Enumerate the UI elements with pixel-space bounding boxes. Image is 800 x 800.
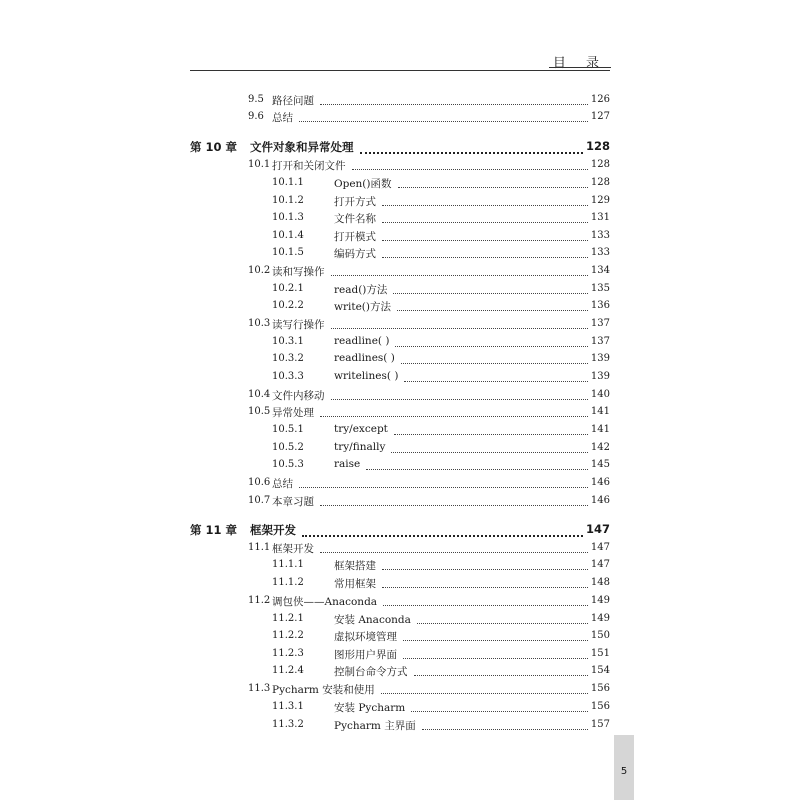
- toc-entry-number: 11.3.2: [272, 719, 304, 730]
- toc-subsection-entry[interactable]: [0, 662, 800, 680]
- toc-entry-title: 调包侠——Anaconda: [272, 596, 378, 608]
- toc-subsection-entry[interactable]: [0, 297, 800, 315]
- toc-entry-number: 10.5: [248, 406, 271, 417]
- toc-entry-number: 11.1.1: [272, 559, 304, 570]
- toc-entry-number: 10.1.3: [272, 212, 304, 223]
- toc-entry-number: 9.6: [248, 111, 264, 122]
- toc-subsection-entry[interactable]: [0, 645, 800, 663]
- toc-entry-number: 第 11 章: [190, 523, 238, 537]
- toc-entry-page: 128: [590, 159, 610, 170]
- toc-entry-title: Pycharm 主界面: [334, 720, 416, 732]
- toc-dot-leader: [331, 265, 588, 276]
- toc-entry-title: writelines( ): [334, 370, 399, 382]
- toc-entry-number: 10.1.4: [272, 230, 304, 241]
- toc-entry-page: 128: [585, 139, 610, 153]
- toc-dot-leader: [383, 595, 588, 606]
- toc-dot-leader: [320, 495, 588, 506]
- toc-section-entry[interactable]: [0, 492, 800, 510]
- toc-dot-leader: [366, 459, 588, 470]
- toc-entry-title: 编码方式: [334, 248, 376, 260]
- toc-dot-leader: [382, 247, 588, 258]
- toc-dot-leader: [404, 371, 588, 382]
- toc-entry-page: 133: [590, 247, 610, 258]
- toc-entry-title: 文件对象和异常处理: [250, 140, 354, 154]
- toc-section-entry[interactable]: [0, 262, 800, 280]
- toc-subsection-entry[interactable]: [0, 439, 800, 457]
- toc-entry-title: 打开模式: [334, 231, 376, 243]
- toc-entry-page: 156: [590, 683, 610, 694]
- toc-entry-title: 常用框架: [334, 578, 376, 590]
- toc-dot-leader: [382, 230, 588, 241]
- toc-entry-title: 打开和关闭文件: [272, 160, 346, 172]
- toc-entry-page: 149: [590, 595, 610, 606]
- toc-entry-page: 147: [590, 559, 610, 570]
- toc-entry-number: 11.2.2: [272, 630, 304, 641]
- toc-entry-page: 147: [585, 522, 610, 536]
- toc-entry-number: 10.3.2: [272, 353, 304, 364]
- toc-entry-title: 安装 Anaconda: [334, 614, 411, 626]
- toc-dot-leader: [331, 318, 588, 329]
- toc-entry-page: 147: [590, 542, 610, 553]
- toc-entry-number: 10.5.2: [272, 442, 304, 453]
- toc-dot-leader: [299, 111, 588, 122]
- toc-section-entry[interactable]: [0, 592, 800, 610]
- toc-entry-number: 10.5.1: [272, 424, 304, 435]
- toc-subsection-entry[interactable]: [0, 333, 800, 351]
- toc-entry-number: 11.2: [248, 595, 271, 606]
- toc-entry-page: 148: [590, 577, 610, 588]
- toc-entry-page: 149: [590, 613, 610, 624]
- toc-entry-page: 127: [590, 111, 610, 122]
- toc-entry-page: 139: [590, 353, 610, 364]
- toc-dot-leader: [395, 336, 588, 347]
- toc-entry-title: 本章习题: [272, 496, 314, 508]
- toc-subsection-entry[interactable]: [0, 280, 800, 298]
- toc-dot-leader: [302, 525, 583, 537]
- toc-entry-page: 141: [590, 424, 610, 435]
- toc-dot-leader: [320, 406, 588, 417]
- toc-chapter-entry[interactable]: [0, 137, 800, 155]
- toc-subsection-entry[interactable]: [0, 350, 800, 368]
- toc-entry-title: readline( ): [334, 335, 390, 347]
- toc-entry-number: 10.2.2: [272, 300, 304, 311]
- toc-entry-title: 控制台命令方式: [334, 666, 408, 678]
- toc-entry-page: 135: [590, 283, 610, 294]
- toc-dot-leader: [382, 212, 588, 223]
- toc-entry-title: 框架开发: [250, 523, 296, 537]
- toc-section-entry[interactable]: [0, 108, 800, 126]
- toc-entry-title: write()方法: [334, 301, 391, 313]
- toc-subsection-entry[interactable]: [0, 627, 800, 645]
- toc-dot-leader: [398, 177, 588, 188]
- toc-entry-page: 129: [590, 195, 610, 206]
- toc-dot-leader: [320, 94, 588, 105]
- toc-subsection-entry[interactable]: [0, 368, 800, 386]
- toc-entry-page: 136: [590, 300, 610, 311]
- toc-entry-page: 141: [590, 406, 610, 417]
- toc-subsection-entry[interactable]: [0, 610, 800, 628]
- toc-entry-page: 137: [590, 336, 610, 347]
- toc-dot-leader: [352, 159, 588, 170]
- toc-subsection-entry[interactable]: [0, 716, 800, 734]
- toc-chapter-entry[interactable]: [0, 520, 800, 538]
- toc-entry-title: Pycharm 安装和使用: [272, 684, 375, 696]
- toc-entry-title: try/finally: [334, 441, 386, 453]
- toc-section-entry[interactable]: [0, 386, 800, 404]
- toc-dot-leader: [414, 665, 588, 676]
- page-title: 目 录: [552, 56, 608, 71]
- toc-entry-title: 框架开发: [272, 543, 314, 555]
- toc-entry-number: 10.1.5: [272, 247, 304, 258]
- page-number: 5: [620, 766, 628, 777]
- toc-entry-number: 10.4: [248, 389, 271, 400]
- toc-dot-leader: [360, 142, 583, 154]
- toc-dot-leader: [403, 630, 588, 641]
- toc-subsection-entry[interactable]: [0, 556, 800, 574]
- toc-entry-title: 文件内移动: [272, 390, 325, 402]
- toc-entry-page: 154: [590, 665, 610, 676]
- toc-dot-leader: [320, 542, 588, 553]
- toc-subsection-entry[interactable]: [0, 209, 800, 227]
- toc-dot-leader: [382, 195, 588, 206]
- toc-subsection-entry[interactable]: [0, 174, 800, 192]
- toc-dot-leader: [403, 648, 588, 659]
- toc-dot-leader: [397, 300, 588, 311]
- toc-section-entry[interactable]: [0, 315, 800, 333]
- toc-subsection-entry[interactable]: [0, 421, 800, 439]
- toc-subsection-entry[interactable]: [0, 192, 800, 210]
- toc-dot-leader: [417, 613, 588, 624]
- toc-entry-title: 文件名称: [334, 213, 376, 225]
- toc-entry-page: 150: [590, 630, 610, 641]
- toc-entry-number: 10.5.3: [272, 459, 304, 470]
- toc-entry-number: 10.3.1: [272, 336, 304, 347]
- toc-entry-page: 140: [590, 389, 610, 400]
- toc-entry-title: 异常处理: [272, 407, 314, 419]
- toc-subsection-entry[interactable]: [0, 227, 800, 245]
- toc-dot-leader: [331, 389, 588, 400]
- header-title-underline: [549, 67, 611, 68]
- toc-entry-title: 安装 Pycharm: [334, 702, 406, 714]
- toc-entry-title: 总结: [272, 478, 293, 490]
- toc-entry-page: 134: [590, 265, 610, 276]
- toc-entry-title: raise: [334, 458, 361, 470]
- toc-dot-leader: [382, 559, 588, 570]
- toc-entry-number: 10.7: [248, 495, 271, 506]
- toc-entry-number: 第 10 章: [190, 140, 238, 154]
- toc-entry-number: 10.3: [248, 318, 271, 329]
- toc-entry-page: 137: [590, 318, 610, 329]
- toc-entry-number: 9.5: [248, 94, 264, 105]
- toc-entry-number: 11.1.2: [272, 577, 304, 588]
- toc-entry-page: 157: [590, 719, 610, 730]
- toc-entry-number: 10.1.1: [272, 177, 304, 188]
- toc-entry-page: 146: [590, 495, 610, 506]
- toc-entry-number: 11.2.1: [272, 613, 304, 624]
- toc-subsection-entry[interactable]: [0, 456, 800, 474]
- toc-entry-page: 133: [590, 230, 610, 241]
- toc-entry-title: readlines( ): [334, 352, 395, 364]
- toc-entry-page: 146: [590, 477, 610, 488]
- toc-entry-number: 11.3.1: [272, 701, 304, 712]
- toc-entry-number: 11.2.4: [272, 665, 304, 676]
- toc-entry-title: 图形用户界面: [334, 649, 397, 661]
- toc-entry-number: 11.1: [248, 542, 271, 553]
- toc-section-entry[interactable]: [0, 680, 800, 698]
- toc-dot-leader: [299, 477, 588, 488]
- toc-entry-page: 126: [590, 94, 610, 105]
- toc-entry-number: 10.2: [248, 265, 271, 276]
- toc-entry-number: 10.6: [248, 477, 271, 488]
- toc-entry-number: 10.1.2: [272, 195, 304, 206]
- toc-entry-page: 139: [590, 371, 610, 382]
- toc-dot-leader: [382, 577, 588, 588]
- toc-entry-title: 读和写操作: [272, 266, 325, 278]
- toc-entry-number: 10.1: [248, 159, 271, 170]
- toc-subsection-entry[interactable]: [0, 698, 800, 716]
- toc-entry-page: 156: [590, 701, 610, 712]
- toc-entry-title: 读写行操作: [272, 319, 325, 331]
- toc-entry-page: 145: [590, 459, 610, 470]
- header-rule: [190, 70, 610, 71]
- toc-entry-title: try/except: [334, 423, 388, 435]
- toc-section-entry[interactable]: [0, 156, 800, 174]
- toc-dot-leader: [401, 353, 588, 364]
- toc-entry-title: 框架搭建: [334, 560, 376, 572]
- toc-entry-title: 总结: [272, 112, 293, 124]
- toc-section-entry[interactable]: [0, 474, 800, 492]
- toc-dot-leader: [422, 719, 588, 730]
- toc-entry-page: 128: [590, 177, 610, 188]
- toc-dot-leader: [381, 683, 588, 694]
- toc-subsection-entry[interactable]: [0, 244, 800, 262]
- toc-entry-page: 142: [590, 442, 610, 453]
- toc-entry-page: 131: [590, 212, 610, 223]
- toc-section-entry[interactable]: [0, 91, 800, 109]
- toc-dot-leader: [393, 283, 588, 294]
- toc-subsection-entry[interactable]: [0, 574, 800, 592]
- toc-section-entry[interactable]: [0, 403, 800, 421]
- toc-dot-leader: [391, 442, 588, 453]
- toc-entry-title: 路径问题: [272, 95, 314, 107]
- toc-entry-page: 151: [590, 648, 610, 659]
- toc-entry-title: read()方法: [334, 284, 388, 296]
- toc-dot-leader: [394, 424, 588, 435]
- toc-entry-number: 11.2.3: [272, 648, 304, 659]
- toc-entry-number: 10.3.3: [272, 371, 304, 382]
- toc-entry-title: 打开方式: [334, 196, 376, 208]
- toc-entry-number: 11.3: [248, 683, 271, 694]
- toc-entry-title: Open()函数: [334, 178, 392, 190]
- toc-entry-title: 虚拟环境管理: [334, 631, 397, 643]
- toc-entry-number: 10.2.1: [272, 283, 304, 294]
- toc-dot-leader: [411, 701, 588, 712]
- toc-section-entry[interactable]: [0, 539, 800, 557]
